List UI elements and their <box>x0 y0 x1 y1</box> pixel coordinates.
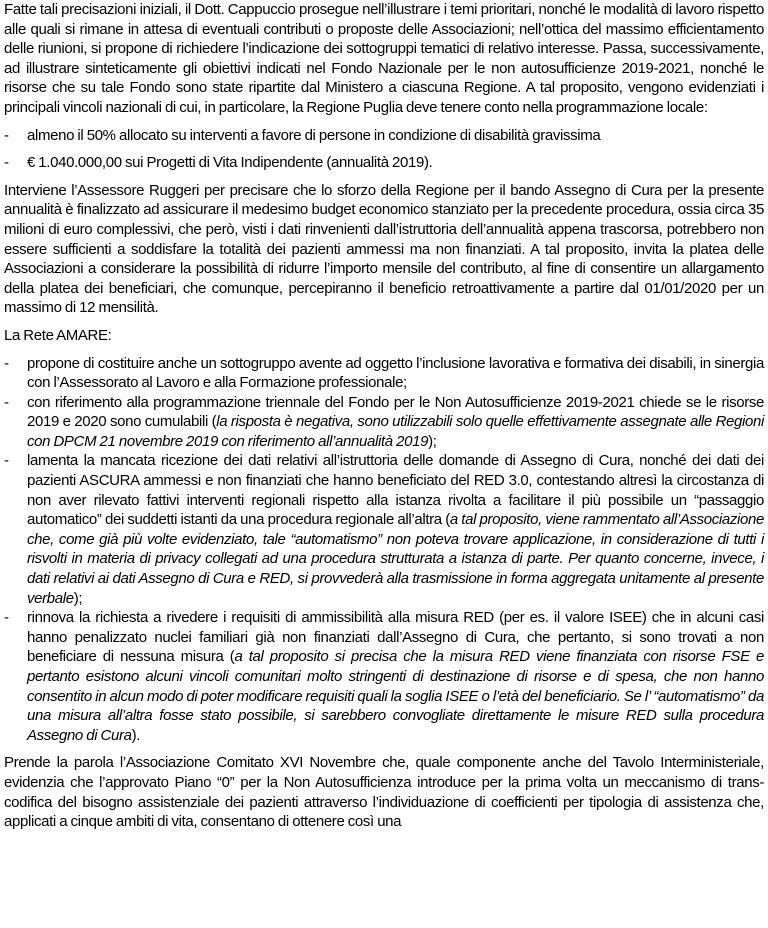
list-item-text: almeno il 50% allocato su interventi a favore di persone in condizione di disabilità gravissima <box>27 126 601 144</box>
dash-bullet: - <box>4 154 9 172</box>
list-item <box>4 153 764 173</box>
list-item-tail: ). <box>131 726 141 744</box>
dash-bullet: - <box>4 126 9 144</box>
list-item-text: lamenta la mancata ricezione dei dati relativi all’istruttoria delle domande di Assegno di Cura, nonché dei dati dei pazienti ASCURA ammessi e non finanziati che hanno beneficiato del RED 3.0, contestando altresì la circostanza di non aver rilevato fattivi interventi regionali rispetto alla istanza rivolta a facilitare il più possibile un “passaggio automatico” dei suddetti istanti da una procedura regionale all’altra ( <box>27 452 764 529</box>
paragraph-ruggeri: Interviene l’Assessore Ruggeri per precisare che lo sforzo della Regione per il bando Assegno di Cura per la presente annualità è finalizzato ad assicurare il medesimo budget economico stanziato per la precedente procedura, ossia circa 35 milioni di euro complessivi, che però, visti i dati rinvenienti dall’istruttoria dell’annualità appena trascorsa, potrebbero non essere sufficienti a soddisfare la totalità dei pazienti ammessi ma non finanziati. A tal proposito, invita la platea delle Associazioni a considerare la possibilità di ridurre l’importo mensile del contributo, al fine di consentire un allargamento della platea dei beneficiari, che comunque, percepiranno il beneficio retroattivamente a partire dal 01/01/2020 per un massimo di 12 mensilità. <box>4 181 764 317</box>
list-item-italic-note: a tal proposito si precisa che la misura RED viene finanziata con risorse FSE e pertanto esistono alcuni vincoli comunitari molto stringenti di destinazione di risorse e di spesa, che non hanno consentito in alcun modo di poter modificare requisiti quali la soglia ISEE o l’età del beneficiario. Se l’ “automatismo” da una misura all’altra fosse stato possibile, si sarebbero convogliate direttamente le misure RED sulla procedura Assegno di Cura <box>27 648 764 744</box>
list-item-italic-note: a tal proposito, viene rammentato all’Associazione che, come già più volte evidenziato, tale “automatismo” non poteva trovare applicazione, in considerazione di tutti i risvolti in materia di privacy collegati ad una procedura strutturata a istanza di parte. Per quanto concerne, invece, i dati relativi ai dati Assegno di Cura e RED, si provvederà alla trasmissione in forma aggregata unitamente al presente verbale <box>27 511 765 607</box>
paragraph-rete-amare-heading: La Rete AMARE: <box>4 326 112 344</box>
national-constraints-list <box>4 126 764 173</box>
list-item-tail: ); <box>428 432 437 450</box>
dash-bullet: - <box>4 452 9 470</box>
list-item <box>4 354 764 393</box>
list-item-tail: ); <box>73 589 83 607</box>
dash-bullet: - <box>4 609 9 627</box>
list-item-text: propone di costituire anche un sottogruppo avente ad oggetto l’inclusione lavorativa e formativa dei disabili, in sinergia con l’Assessorato al Lavoro e alla Formazione professionale; <box>27 354 764 392</box>
dash-bullet: - <box>4 393 9 411</box>
rete-amare-list <box>4 354 764 746</box>
paragraph-comitato-xvi-novembre: Prende la parola l’Associazione Comitato XVI Novembre che, quale componente anche del Tavolo Interministeriale, evidenzia che l’approvato Piano “0” per la Non Autosufficienza introduce per la prima volta un meccanismo di trans-codifica del bisogno assistenziale dei pazienti attraverso l’individuazione di coefficienti per tipologia di assistenza che, applicati a cinque ambiti di vita, consentano di ottenere così una <box>4 754 764 831</box>
list-item-text: € 1.040.000,00 sui Progetti di Vita Indipendente (annualità 2019). <box>27 154 433 172</box>
list-item <box>4 608 764 745</box>
list-item-text: con riferimento alla programmazione triennale del Fondo per le Non Autosufficienze 2019-2021 chiede se le risorse 2019 e 2020 sono cumulabili ( <box>27 393 764 431</box>
list-item-italic-note: la risposta è negativa, sono utilizzabili solo quelle effettivamente assegnate alle Regioni con DPCM 21 novembre 2019 con riferimento all’annualità 2019 <box>27 413 764 450</box>
paragraph-cappuccio: Fatte tali precisazioni iniziali, il Dott. Cappuccio prosegue nell’illustrare i temi prioritari, nonché le modalità di lavoro rispetto alle quali si rimane in attesa di eventuali contributi o proposte delle Associazioni; nell’ottica del massimo efficientamento delle riunioni, si propone di richiedere l’indicazione dei sottogruppi tematici di relativo interesse. Passa, successivamente, ad illustrare sinteticamente gli obiettivi indicati nel Fondo Nazionale per le non autosufficienze 2019-2021, nonché le risorse che su tale Fondo sono state ripartite dal Ministero a ciascuna Regione. A tal proposito, vengono evidenziati i principali vincoli nazionali di cui, in particolare, la Regione Puglia deve tenere conto nella programmazione locale: <box>4 1 764 116</box>
dash-bullet: - <box>4 354 9 372</box>
list-item <box>4 126 764 146</box>
list-item-text: rinnova la richiesta a rivedere i requisiti di ammissibilità alla misura RED (per es. il valore ISEE) che in alcuni casi hanno penalizzato nuclei familiari già non finanziati dall’Assegno di Cura, che pertanto, si sono trovati a non beneficiare di nessuna misura ( <box>27 609 764 666</box>
list-item <box>4 451 764 608</box>
list-item <box>4 393 764 452</box>
